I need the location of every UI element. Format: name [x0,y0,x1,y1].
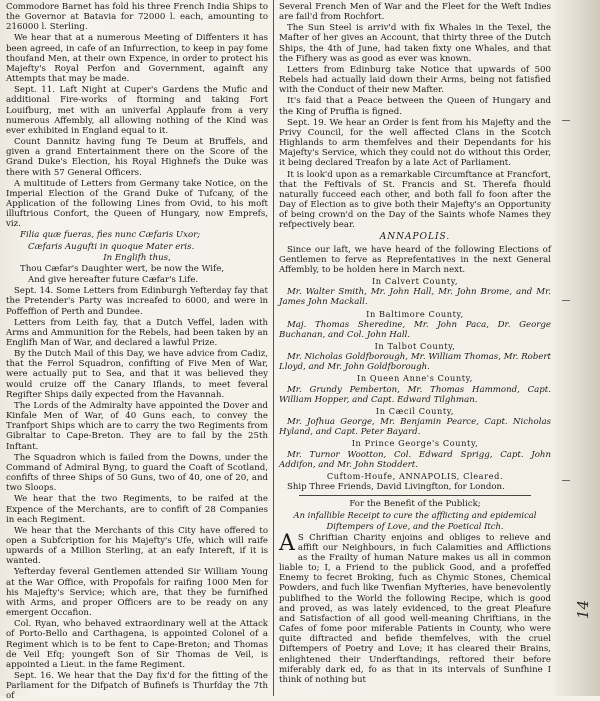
article-paragraph: Sept. 19. We hear an Order is fent from his Majefty and the Privy Council, for the well affected Clans in the Scotch Highlands to arm themfelves and their Dependants for his Majefty's Service, which they could not do without this Order, it being declared Treafon by a late Act of Parliament. [279,117,551,169]
article-paragraph: A multitude of Letters from Germany take Notice, on the Imperial Election of the Grand Duke of Tufcany, of the Application of the following Lines from Ovid, to his moft illuftrious Confort, the Queen of Hungary, now Emprefs, viz. [6,178,268,230]
county-heading: In Cæcil County, [375,405,455,416]
margin-tick [562,120,570,121]
article-paragraph: Yefterday feveral Gentlemen attended Sir William Young at the War Office, with Propofals for raifing 1000 Men for his Majefty's Service; which are, that they be furnifhed with Arms, and proper Officers are to be ready on any emergent Occafion. [6,567,268,619]
latin-verse-line: Cæfaris Augufti in quoque Mater eris. [28,241,195,252]
county-members: Mr. Walter Smith, Mr. John Hall, Mr. John Brome, and Mr. James John Mackall. [279,287,551,308]
article-paragraph: Commodore Barnet has fold his three French India Ships to the Governor at Batavia for 72000 l. each, amounting to 216000 l. Sterling. [6,2,268,33]
article-paragraph: The Lords of the Admiralty have appointed the Dover and Kinfale Men of War, of 40 Guns each, to convey the Tranfport Ships which are to carry the two Regiments from Gibraltar to Cape-Breton. They are to fail by the 25th Inftant. [6,400,268,452]
county-heading: In Talbot County, [374,341,456,351]
column-divider [273,0,274,696]
article-paragraph: Col. Ryan, who behaved extraordinary well at the Attack of Porto-Bello and Carthagena, is appointed Colonel of a Regiment which is to be fent to Cape-Breton; and Thomas de Veil Efq; youngeft Son of Sir Thomas de Veil, is appointed a Lieut. in the fame Regiment. [6,619,268,670]
county-heading: In Queen Anne's County, [357,373,473,384]
advert-text: S Chriftian Charity enjoins and obliges to relieve and affift our Neighbours, in fuch Calamities and Afflictions as the Frailty of human Nature makes us all in common liable to; I, a Friend to the publick Good, and a profeffed Enemy to fecret Broking, fuch as Chymic Stones, Chemical Powders, and fuch like Twenfian Myfteries, have benevolently publifhed to the World the following Recipe, which is good and proved, as was lately evidenced, to the great Pleafure and Satisfaction of all good well-meaning Chriftians, in the Cafes of fome poor miferable Patients in County, who were quite diftracted and befide themfelves, with the cruel Diftempers of Poetry and Love; it has cleared their Brains, enlightened their Underftandings, reftored their before miferably dark ed, fo as that in its intervals of Sunfhine I think of nothing but [279,532,551,685]
english-verse-line: And give hereafter future Cæfar's Life. [28,275,199,286]
margin-tick [562,480,570,481]
article-paragraph: The Sun Steel is arriv'd with fix Whales in the Texel, the Mafter of her gives an Account, that thirty three of the Dutch Ships, the 4th of June, had taken fixty one Whales, and that the Fifhery was as good as ever was known. [279,23,551,64]
advert-subtitle: An infallible Receipt to cure the afflicting and epidemical Diftempers of Love, and the Poetical Itch. [293,510,537,531]
article-paragraph: Sept. 16. We hear that the Day fix'd for the fitting of the Parliament for the Difpatch of Bufinefs is Thurfday the 7th of [6,671,268,701]
annapolis-heading: ANNAPOLIS. [379,232,451,243]
county-members: Mr. Turnor Wootton, Col. Edward Sprigg, Capt. John Addifon, and Mr. John Stoddert. [279,449,551,470]
county-heading: In Calvert County, [371,276,459,287]
article-paragraph: Count Dannitz having fung Te Deum at Bruffels, and given a grand Entertainment there on the Score of the Grand Duke's Election, his Royal Highnefs the Duke was there with 57 General Officers. [6,137,268,178]
margin-tick [562,300,570,301]
article-paragraph: Sept. 11. Laft Night at Cuper's Gardens the Mufic and additional Fire-works of ftorming and taking Fort Louifburg, met with an univerfal Applaufe from a very numerous Affembly, all allowing nothing of the Kind was ever exhibited in England equal to it. [6,85,268,136]
latin-verse-line: Filia quæ fueras, fies nunc Cæfaris Uxor; [20,230,201,241]
county-members: Mr. Grundy Pemberton, Mr. Thomas Hammond, Capt. William Hopper, and Capt. Edward Tilghman. [279,384,551,405]
advert-body [279,530,551,685]
article-paragraph: We hear that the two Regiments, to be raifed at the Expence of the Merchants, are to confift of 28 Companies in each Regiment. [6,494,268,525]
article-paragraph: By the Dutch Mail of this Day, we have advice from Cadiz, that the Ferrol Squadron, confifting of Five Men of War, were actually put to Sea, and that it was believed they would cruize off the Canary Iflands, to meet feveral Regifter Ships daily expected from the Havannah. [6,349,268,400]
elections-intro: Since our laft, we have heard of the following Elections of Gentlemen to ferve as Reprefentatives in the next General Affembly, to be holden here in March next. [279,244,551,275]
drop-cap: A [279,530,295,556]
article-paragraph: Letters from Leith fay, that a Dutch Veffel, laden with Arms and Ammunition for the Rebels, had been taken by an Englifh Man of War, and declared a lawful Prize. [6,317,268,348]
section-rule [299,495,531,496]
county-members: Mr. Nicholas Goldfborough, Mr. William Thomas, Mr. Robert Lloyd, and Mr. John Goldfborough. [279,352,551,373]
county-members: Mr. Jofhua George, Mr. Benjamin Pearce, Capt. Nicholas Hyland, and Capt. Peter Bayard. [279,417,551,438]
article-paragraph: Sept. 14. Some Letters from Edinburgh Yefterday fay that the Pretender's Party was increafed to 6000, and were in Poffeffion of Perth and Dundee. [6,286,268,317]
left-column [6,2,268,701]
article-paragraph: The Squadron which is failed from the Downs, under the Command of Admiral Byng, to guard the Coaft of Scotland, confifts of three Ships of 50 Guns, two of 40, one of 20, and two Sloops. [6,452,268,494]
verse-intro: In Englifh thus, [103,252,171,263]
customs-heading: Cuftom-Houfe, ANNAPOLIS, Cleared. [326,470,504,481]
advert-title: For the Benefit of the Publick; [349,499,481,510]
article-paragraph: It is look'd upon as a remarkable Circumftance at Francfort, that the Feftivals of St. Francis and St. Therefa fhould naturally fucceed each other, and both fall fo foon after the Day of Election as to give both their Majefty's an Opportunity of being crown'd on the Day of the Saints whofe Names they refpectively bear. [279,169,551,231]
article-paragraph: Letters from Edinburg take Notice that upwards of 500 Rebels had actually laid down their Arms, being not fatisfied with the Conduct of their new Mafter. [279,64,551,96]
customs-entry: Ship Three Friends, David Livingfton, for London. [287,482,505,493]
county-heading: In Prince George's County, [351,438,479,449]
county-heading: In Baltimore County, [366,308,464,319]
page-margin [555,0,600,696]
article-paragraph: It's faid that a Peace between the Queen of Hungary and the King of Pruffia is figned. [279,96,551,117]
english-verse-line: Thou Cæfar's Daughter wert, be now the Wife, [20,263,225,274]
article-paragraph: Several French Men of War and the Fleet for the Weft Indies are fail'd from Rochfort. [279,2,551,23]
article-paragraph: We hear that the Merchants of this City have offered to open a Subfcription for his Majefty's Ufe, which will raife upwards of a Million Sterling, at an eafy Intereft, if it is wanted. [6,525,268,567]
right-column [279,2,551,692]
county-members: Maj. Thomas Sheredine, Mr. John Paca, Dr. George Buchanan, and Col. John Hall. [279,319,551,340]
article-paragraph: We hear that at a numerous Meeting of Diffenters it has been agreed, in cafe of an Infurrection, to keep in pay fome thoufand Men, at their own Expence, in order to protect his Majefty's Royal Perfon and Government, againft any Attempts that may be made. [6,33,268,85]
margin-handwritten-note: 14 [574,600,592,620]
